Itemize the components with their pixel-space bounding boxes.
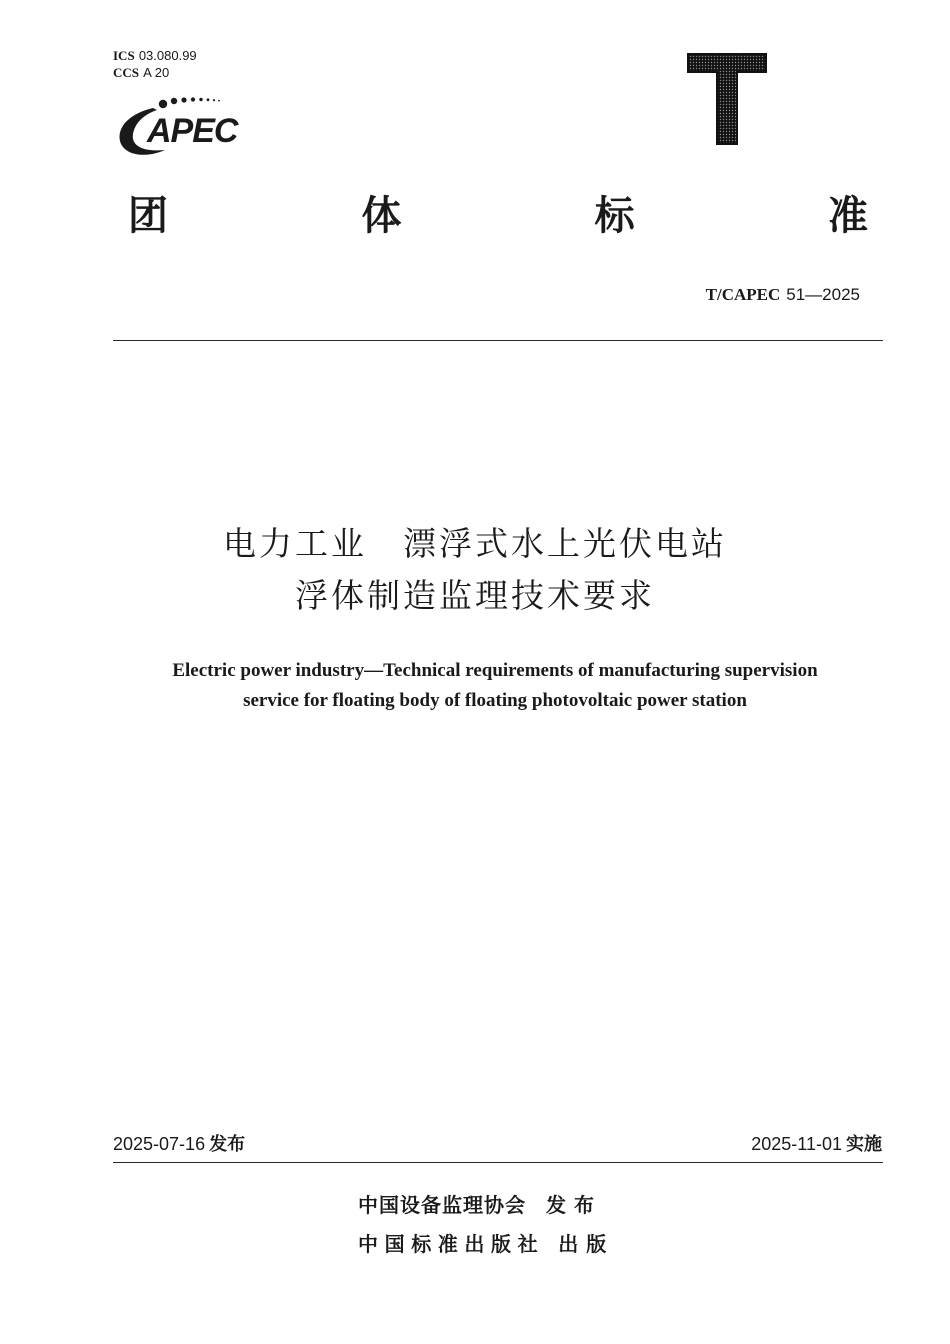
- standard-prefix: T/CAPEC: [705, 285, 781, 304]
- standard-number: [706, 284, 860, 306]
- ccs-value: A 20: [143, 65, 170, 80]
- issuer-line: [358, 1192, 602, 1218]
- issue-date-word: 发布: [209, 1134, 246, 1155]
- implementation-date: [751, 1132, 882, 1157]
- header-char: 准: [827, 193, 868, 239]
- ccs-code: [113, 65, 169, 82]
- title-cn-line2: 浮体制造监理技术要求: [295, 576, 655, 615]
- logo-text: APEC: [147, 112, 238, 150]
- implementation-date-word: 实施: [846, 1134, 882, 1155]
- issuer-name: 中国设备监理协会: [358, 1193, 526, 1217]
- press-line: [358, 1231, 614, 1257]
- ics-value: 03.080.99: [138, 48, 197, 63]
- issue-date-value: 2025-07-16: [113, 1134, 206, 1154]
- ics-code: [113, 48, 197, 65]
- ccs-label: CCS: [113, 65, 140, 80]
- title-en-line2: service for floating body of floating photovoltaic power station: [243, 690, 747, 711]
- capec-logo: [113, 92, 263, 158]
- issuer-role: 发布: [546, 1193, 602, 1217]
- title-en-line1: Electric power industry—Technical requirements of manufacturing supervision: [172, 660, 818, 681]
- bottom-divider: [113, 1162, 883, 1163]
- title-cn-line1: 电力工业 漂浮式水上光伏电站: [223, 524, 727, 563]
- press-name: 中国标准出版社: [358, 1232, 545, 1256]
- header-char: 团: [128, 193, 168, 239]
- implementation-date-value: 2025-11-01: [751, 1134, 842, 1154]
- ics-label: ICS: [113, 48, 135, 63]
- top-divider: [113, 340, 883, 341]
- standard-num: 51—2025: [786, 285, 860, 304]
- group-standard-t-mark: [686, 52, 768, 146]
- header-char: 体: [361, 193, 402, 239]
- header-char: 标: [594, 193, 635, 239]
- header-title: [128, 190, 868, 242]
- press-role: 出版: [558, 1232, 615, 1256]
- issue-date: [113, 1132, 245, 1157]
